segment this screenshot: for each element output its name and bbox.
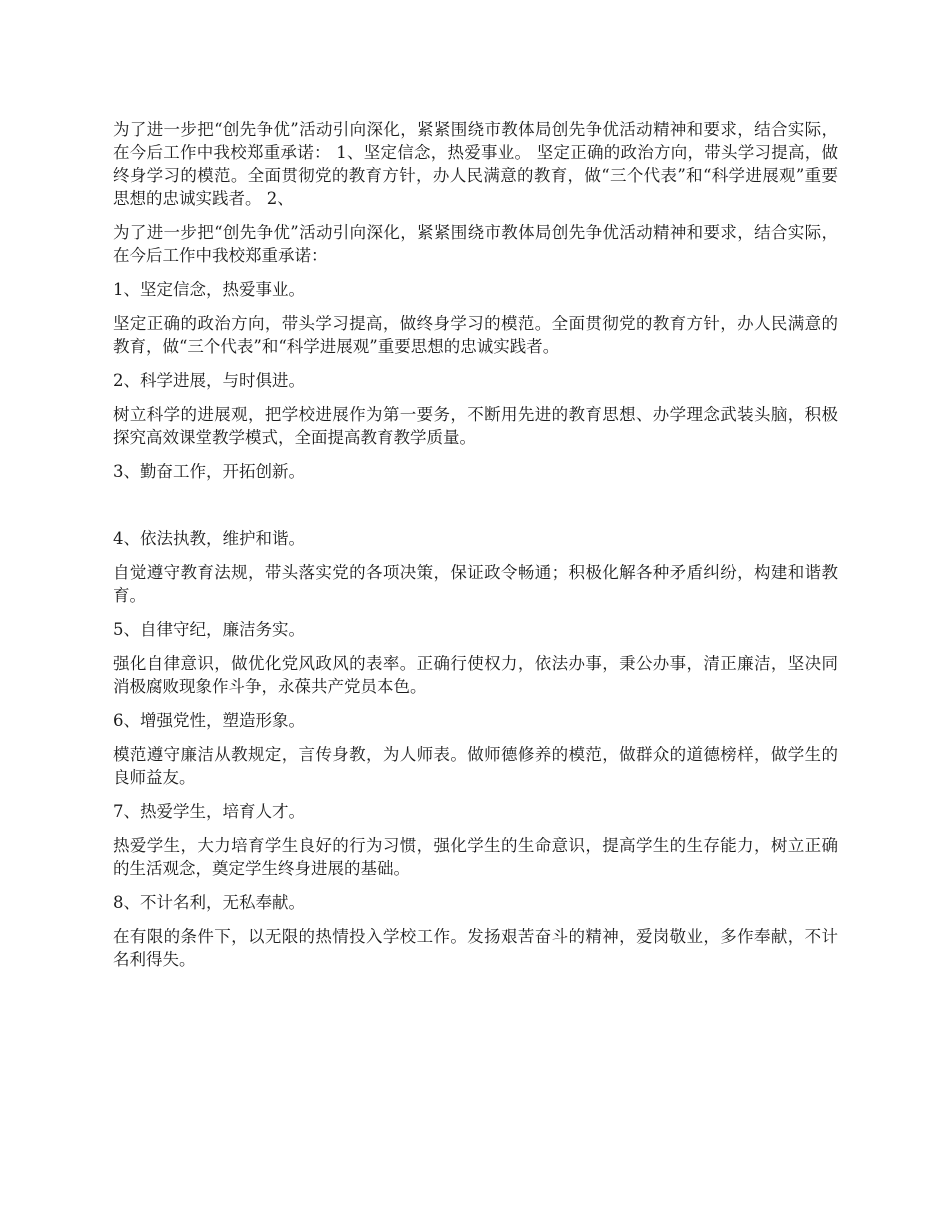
- pledge-body-4: 自觉遵守教育法规，带头落实党的各项决策，保证政令畅通；积极化解各种矛盾纠纷，构建和谐教育。: [113, 563, 838, 605]
- pledge-body-2: 树立科学的进展观，把学校进展作为第一要务，不断用先进的教育思想、办学理念武装头脑，积极探究高效课堂教学模式，全面提高教育教学质量。: [113, 405, 838, 447]
- pledge-body-1: 坚定正确的政治方向，带头学习提高，做终身学习的模范。全面贯彻党的教育方针，办人民满意的教育，做“三个代表”和“科学进展观”重要思想的忠诚实践者。: [113, 314, 838, 356]
- pledge-heading-8: 8、不计名利，无私奉献。: [113, 893, 305, 912]
- intro-paragraph: 为了进一步把“创先争优”活动引向深化，紧紧围绕市教体局创先争优活动精神和要求，结合实际，在今后工作中我校郑重承诺：: [113, 223, 838, 265]
- pledge-body-8: 在有限的条件下，以无限的热情投入学校工作。发扬艰苦奋斗的精神，爱岗敬业，多作奉献，不计名利得失。: [113, 927, 838, 969]
- pledge-heading-7: 7、热爱学生，培育人才。: [113, 802, 305, 821]
- pledge-heading-6: 6、增强党性，塑造形象。: [113, 711, 305, 730]
- pledge-heading-3: 3、勤奋工作，开拓创新。: [113, 462, 305, 481]
- blank-space: [113, 494, 838, 527]
- pledge-heading-5: 5、自律守纪，廉洁务实。: [113, 620, 305, 639]
- pledge-body-5: 强化自律意识，做优化党风政风的表率。正确行使权力，依法办事，秉公办事，清正廉洁，坚决同消极腐败现象作斗争，永葆共产党员本色。: [113, 654, 838, 696]
- pledge-body-7: 热爱学生，大力培育学生良好的行为习惯，强化学生的生命意识，提高学生的生存能力，树立正确的生活观念，奠定学生终身进展的基础。: [113, 836, 838, 878]
- pledge-heading-2: 2、科学进展，与时俱进。: [113, 371, 305, 390]
- summary-paragraph: 为了进一步把“创先争优”活动引向深化，紧紧围绕市教体局创先争优活动精神和要求，结合实际，在今后工作中我校郑重承诺： 1、坚定信念，热爱事业。 坚定正确的政治方向，带头学习提高，做终身学习的模范。全面贯彻党的教育方针，办人民满意的教育，做“三个代表”和“科学进展观”重要思想的忠诚实践者。 2、: [113, 120, 838, 208]
- pledge-body-6: 模范遵守廉洁从教规定，言传身教，为人师表。做师德修养的模范，做群众的道德榜样，做学生的良师益友。: [113, 745, 838, 787]
- pledge-heading-4: 4、依法执教，维护和谐。: [113, 529, 305, 548]
- pledge-heading-1: 1、坚定信念，热爱事业。: [113, 280, 305, 299]
